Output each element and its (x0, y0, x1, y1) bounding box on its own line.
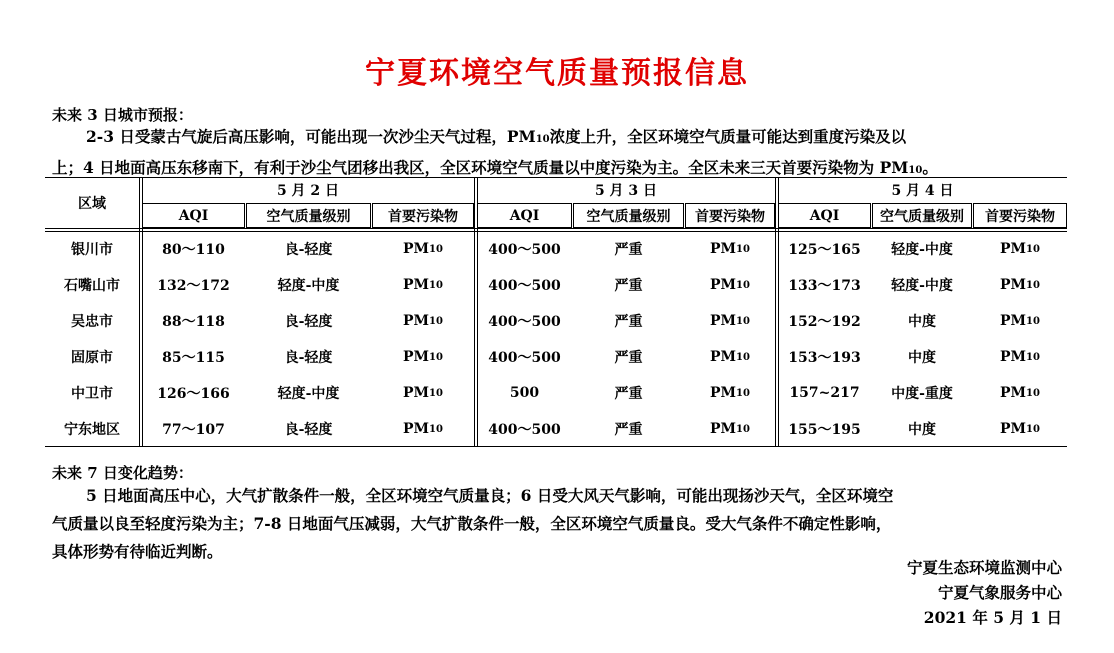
pollutant-cell: PM 10 (403, 421, 443, 437)
region-cell: 银川市 (71, 242, 113, 258)
pollutant-cell: PM 10 (710, 313, 750, 329)
aqi-cell: 126～166 (157, 386, 230, 402)
pollutant-header: 首要污染物 (985, 208, 1055, 225)
level-cell: 轻度-中度 (891, 242, 953, 258)
region-cell: 吴忠市 (71, 314, 113, 330)
aqi-cell: 125～165 (788, 242, 861, 258)
pollutant-header: 首要污染物 (388, 208, 458, 225)
date-header: 5 月 3 日 (594, 183, 658, 199)
pollutant-cell: PM 10 (1000, 241, 1040, 257)
pollutant-cell: PM 10 (1000, 421, 1040, 437)
region-header: 区域 (78, 195, 106, 212)
level-cell: 良-轻度 (284, 314, 333, 330)
pollutant-cell: PM 10 (1000, 277, 1040, 293)
aqi-cell: 500 (509, 385, 540, 401)
pollutant-cell: PM 10 (710, 349, 750, 365)
region-cell: 石嘴山市 (64, 278, 120, 294)
pollutant-cell: PM 10 (403, 277, 443, 293)
level-cell: 良-轻度 (284, 422, 333, 438)
aqi-cell: 400～500 (488, 350, 561, 366)
trend7-text: 5 日地面高压中心，大气扩散条件一般，全区环境空气质量良；6 日受大风天气影响，可能出现扬沙天气，全区环境空 气质量以良至轻度污染为主；7-8 日地面气压减弱，大气扩散条件一般，全区环境空气质量良。受大气条件不确定性影响， 具体形势有待临近判断。 (52, 486, 894, 561)
pollutant-cell: PM 10 (403, 241, 443, 257)
pollutant-cell: PM 10 (1000, 385, 1040, 401)
aqi-cell: 400～500 (488, 278, 561, 294)
pollutant-cell: PM 10 (403, 313, 443, 329)
pollutant-cell: PM 10 (710, 385, 750, 401)
page-title: 宁夏环境空气质量预报信息 (365, 56, 749, 91)
pollutant-cell: PM 10 (1000, 313, 1040, 329)
level-header: 空气质量级别 (880, 208, 964, 225)
aqi-cell: 400～500 (488, 242, 561, 258)
pollutant-cell: PM 10 (403, 385, 443, 401)
date-header: 5 月 2 日 (276, 183, 340, 199)
level-cell: 中度-重度 (891, 386, 953, 402)
level-cell: 严重 (614, 386, 643, 402)
aqi-cell: 400～500 (488, 314, 561, 330)
level-cell: 轻度-中度 (277, 278, 340, 294)
level-cell: 轻度-中度 (891, 278, 953, 294)
aqi-cell: 77～107 (162, 422, 225, 438)
aqi-cell: 85～115 (162, 350, 225, 366)
aqi-cell: 152～192 (788, 314, 861, 330)
pollutant-cell: PM 10 (1000, 349, 1040, 365)
level-cell: 严重 (614, 314, 643, 330)
pollutant-cell: PM 10 (403, 349, 443, 365)
level-cell: 严重 (614, 350, 643, 366)
aqi-cell: 157~217 (789, 385, 860, 401)
aqi-cell: 153～193 (788, 350, 861, 366)
forecast3-heading: 未来 3 日城市预报： (52, 106, 193, 124)
region-cell: 宁东地区 (64, 422, 120, 438)
level-header: 空气质量级别 (266, 208, 351, 225)
trend7-heading: 未来 7 日变化趋势： (52, 464, 193, 482)
level-cell: 严重 (614, 242, 643, 258)
issuer-org: 宁夏气象服务中心 (937, 583, 1062, 602)
level-cell: 良-轻度 (284, 242, 333, 258)
aqi-header: AQI (809, 207, 840, 224)
forecast3-text: 2-3 日受蒙古气旋后高压影响，可能出现一次沙尘天气过程，PM10浓度上升，全区环境空气质量可能达到重度污染及以 上；4 日地面高压东移南下，有利于沙尘气团移出我区，全区环境空气质量以中度污染为主。全区未来三天首要污染物为 PM10。 (52, 127, 938, 177)
aqi-header: AQI (178, 207, 209, 224)
level-cell: 严重 (614, 278, 643, 294)
pollutant-cell: PM 10 (710, 241, 750, 257)
region-cell: 固原市 (71, 350, 113, 366)
pollutant-cell: PM 10 (710, 277, 750, 293)
level-cell: 中度 (908, 314, 936, 330)
aqi-cell: 88～118 (162, 314, 225, 330)
level-cell: 轻度-中度 (277, 386, 340, 402)
issuer-org: 宁夏生态环境监测中心 (906, 558, 1062, 577)
level-cell: 良-轻度 (284, 350, 333, 366)
level-cell: 中度 (908, 422, 936, 438)
pollutant-cell: PM 10 (710, 421, 750, 437)
level-header: 空气质量级别 (586, 208, 671, 225)
forecast-table (45, 177, 1067, 447)
issuer-block (907, 555, 1062, 630)
level-cell: 严重 (614, 422, 643, 438)
pollutant-header: 首要污染物 (695, 208, 765, 225)
aqi-header: AQI (509, 207, 540, 224)
aqi-cell: 400～500 (488, 422, 561, 438)
region-cell: 中卫市 (71, 386, 113, 402)
aqi-cell: 80～110 (162, 242, 225, 258)
level-cell: 中度 (908, 350, 936, 366)
aqi-cell: 155～195 (788, 422, 861, 438)
aqi-cell: 133～173 (788, 278, 861, 294)
issue-date: 2021 年 5 月 1 日 (923, 608, 1062, 627)
aqi-cell: 132～172 (157, 278, 230, 294)
date-header: 5 月 4 日 (891, 183, 954, 199)
